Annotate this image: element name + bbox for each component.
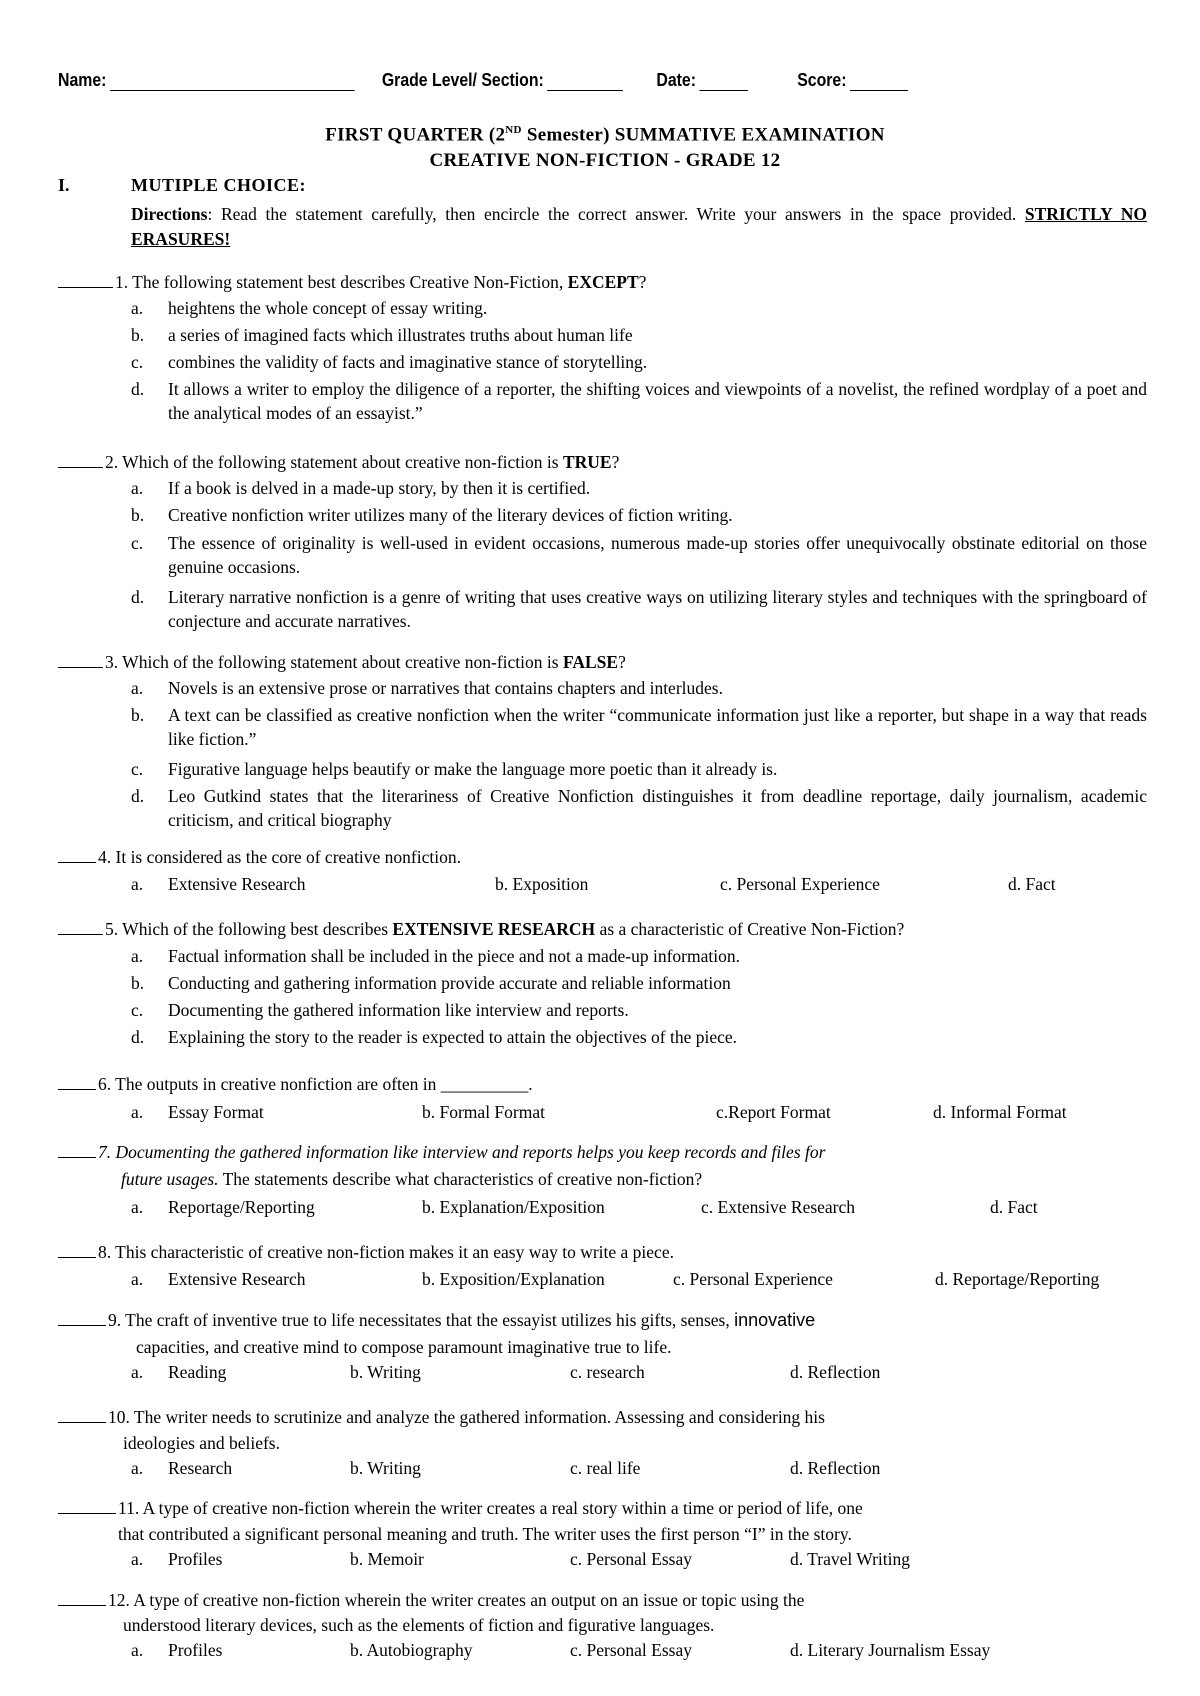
answer-blank[interactable]: [58, 450, 103, 468]
option[interactable]: d. Fact: [990, 1197, 1038, 1217]
question-6: 6. The outputs in creative nonfiction are often in __________.: [58, 1072, 533, 1096]
option[interactable]: c. Personal Experience: [673, 1269, 833, 1289]
option[interactable]: Reading: [168, 1362, 227, 1382]
student-info-header: [58, 70, 1026, 98]
score-blank[interactable]: [850, 70, 908, 91]
option[interactable]: c. Personal Essay: [570, 1640, 692, 1660]
option[interactable]: d. Reflection: [790, 1362, 881, 1382]
directions: Directions: Read the statement carefully, then encircle the correct answer. Write your answers in the space provided. STRICTLY NO ERASURES!: [131, 204, 1147, 249]
option[interactable]: d. Leo Gutkind states that the literariness of Creative Nonfiction distinguishes it from deadline reportage, daily journalism, academic criticism, and critical biography: [131, 786, 1147, 830]
exam-subtitle: CREATIVE NON-FICTION - GRADE 12: [429, 150, 781, 171]
option[interactable]: d. Reflection: [790, 1458, 881, 1478]
answer-blank[interactable]: [58, 1405, 106, 1423]
option[interactable]: d. Reportage/Reporting: [935, 1269, 1100, 1289]
answer-blank[interactable]: [58, 1308, 106, 1326]
option[interactable]: Research: [168, 1458, 233, 1478]
name-field[interactable]: [58, 70, 355, 91]
option[interactable]: c. real life: [570, 1458, 641, 1478]
option[interactable]: b. Formal Format: [422, 1102, 545, 1122]
question-4: 4. It is considered as the core of creative nonfiction.: [58, 845, 461, 869]
answer-blank[interactable]: [58, 917, 103, 935]
option[interactable]: c. Extensive Research: [701, 1197, 856, 1217]
score-field[interactable]: [797, 70, 908, 91]
question-10: 10. The writer needs to scrutinize and analyze the gathered information. Assessing and considering his: [58, 1405, 825, 1429]
date-label: Date:: [656, 70, 697, 90]
option[interactable]: c.Report Format: [716, 1102, 831, 1122]
question-12: 12. A type of creative non-fiction wherein the writer creates an output on an issue or topic using the: [58, 1588, 804, 1612]
option[interactable]: c. Personal Essay: [570, 1549, 692, 1569]
name-label: Name:: [58, 70, 107, 90]
option[interactable]: Reportage/Reporting: [168, 1197, 315, 1217]
question-2: 2. Which of the following statement about creative non-fiction is TRUE?: [58, 450, 619, 474]
answer-blank[interactable]: [58, 1140, 96, 1158]
answer-blank[interactable]: [58, 1588, 106, 1606]
question-12-continued: understood literary devices, such as the elements of fiction and figurative languages.: [123, 1615, 715, 1635]
option[interactable]: Essay Format: [168, 1102, 264, 1122]
option[interactable]: Extensive Research: [168, 874, 306, 894]
question-1: 1. The following statement best describes Creative Non-Fiction, EXCEPT?: [58, 270, 646, 294]
option-letter[interactable]: a.: [131, 1362, 144, 1382]
question-11-continued: that contributed a significant personal meaning and truth. The writer uses the first person “I” in the story.: [118, 1524, 852, 1544]
answer-blank[interactable]: [58, 1496, 116, 1514]
option[interactable]: b. Explanation/Exposition: [422, 1197, 605, 1217]
option[interactable]: d. Travel Writing: [790, 1549, 911, 1569]
option[interactable]: b. Autobiography: [350, 1640, 473, 1660]
question-3: 3. Which of the following statement about creative non-fiction is FALSE?: [58, 650, 626, 674]
option-letter[interactable]: a.: [131, 1102, 144, 1122]
question-9: 9. The craft of inventive true to life necessitates that the essayist utilizes his gifts, senses, innovative: [58, 1308, 815, 1332]
grade-section-blank[interactable]: [547, 70, 623, 91]
question-5: 5. Which of the following best describes EXTENSIVE RESEARCH as a characteristic of Creative Non-Fiction?: [58, 917, 904, 941]
question-11: 11. A type of creative non-fiction wherein the writer creates a real story within a time or period of life, one: [58, 1496, 863, 1520]
question-9-continued: capacities, and creative mind to compose paramount imaginative true to life.: [136, 1337, 672, 1357]
option[interactable]: Profiles: [168, 1549, 223, 1569]
option[interactable]: Extensive Research: [168, 1269, 306, 1289]
grade-section-field[interactable]: [382, 70, 623, 91]
option[interactable]: b. Exposition/Explanation: [422, 1269, 605, 1289]
option[interactable]: c. Personal Experience: [720, 874, 880, 894]
option-letter[interactable]: a.: [131, 1640, 144, 1660]
question-8: 8. This characteristic of creative non-fiction makes it an easy way to write a piece.: [58, 1240, 674, 1264]
option[interactable]: c. research: [570, 1362, 645, 1382]
option[interactable]: d. Literary narrative nonfiction is a genre of writing that uses creative ways on utilizing literary styles and techniques with the springboard of conjecture and accurate narratives.: [131, 587, 1147, 631]
answer-blank[interactable]: [58, 1240, 96, 1258]
answer-blank[interactable]: [58, 270, 113, 288]
section-number: I.: [58, 175, 70, 195]
answer-blank[interactable]: [58, 845, 96, 863]
question-7-continued: future usages. The statements describe what characteristics of creative non-fiction?: [121, 1169, 703, 1189]
option[interactable]: d. It allows a writer to employ the diligence of a reporter, the shifting voices and viewpoints of a novelist, the refined wordplay of a poet and the analytical modes of an essayist.”: [131, 379, 1147, 423]
option[interactable]: d. Fact: [1008, 874, 1056, 894]
date-field[interactable]: [656, 70, 748, 91]
option-letter[interactable]: a.: [131, 1458, 144, 1478]
option[interactable]: b. Writing: [350, 1362, 421, 1382]
option-letter[interactable]: a.: [131, 874, 144, 894]
date-blank[interactable]: [700, 70, 748, 91]
option-letter[interactable]: a.: [131, 1269, 144, 1289]
question-10-continued: ideologies and beliefs.: [123, 1433, 280, 1453]
answer-blank[interactable]: [58, 650, 103, 668]
question-7: 7. Documenting the gathered information like interview and reports helps you keep records and files for: [58, 1140, 825, 1164]
option[interactable]: b. Memoir: [350, 1549, 424, 1569]
option[interactable]: b. Exposition: [495, 874, 589, 894]
name-blank[interactable]: [110, 70, 355, 91]
exam-page: Name: Grade Level/ Section: Date: Score: FIRST QUARTER (2ND Semester) SUMMATIVE EXAMINATION CREATIVE NON-FICTION - GRADE 12 I. MUTIPLE CHOICE: Directions: Read the statement carefully, then encircle the correct answer. Write your answers in the space provided. STRICTLY NO ERASURES! 1. The following statement best describes Creative Non-Fiction, EXCEPT? a. heightens the whole concept of essay writing. b. a series of imagined facts which illustrates truths about human life c. combines the validity of facts and imaginative stance of storytelling. d. It allows a writer to employ the diligence of a reporter, the shifting voices and viewpoints of a novelist, the refined wordplay of a poet and the analytical modes of an essayist.” 2. Which of the following statement about creative non-fiction is TRUE? a. If a book is delved in a made-up story, by then it is certified. b. Creative nonfiction writer utilizes many of the literary devices of fiction writing. c. The essence of originality is well-used in evident occasions, numerous made-up stories offer unequivocally obstinate editorial on those genuine occasions. d. Literary narrative nonfiction is a genre of writing that uses creative ways on utilizing literary styles and techniques with the springboard of conjecture and accurate narratives. 3. Which of the following statement about creative non-fiction is FALSE? a. Novels is an extensive prose or narratives that contains chapters and interludes. b. A text can be classified as creative nonfiction when the writer “communicate information just like a reporter, but shape in a way that reads like fiction.” c. Figurative language helps beautify or make the language more poetic than it already is. d. Leo Gutkind states that the literariness of Creative Nonfiction distinguishes it from deadline reportage, daily journalism, academic criticism, and critical biography 4. It is considered as the core of creative nonfiction. a. Extensive Research b. Exposition c. Personal Experience d. Fact 5. Which of the following best describes EXTENSIVE RESEARCH as a characteristic of Creative Non-Fiction? a. Factual information shall be included in the piece and not a made-up information. b. Conducting and gathering information provide accurate and reliable information c. Documenting the gathered information like interview and reports. d. Explaining the story to the reader is expected to attain the objectives of the piece. 6. The outputs in creative nonfiction are often in __________. a. Essay Format b. Formal Format c.Report Format d. Informal Format 7. Documenting the gathered information like interview and reports helps you keep records and files for future usages. The statements describe what characteristics of creative non-fiction? a. Reportage/Reporting b. Explanation/Exposition c. Extensive Research d. Fact 8. This characteristic of creative non-fiction makes it an easy way to write a piece. a. Extensive Research b. Exposition/Explanation c. Personal Experience d. Reportage/Reporting 9. The craft of inventive true to life necessitates that the essayist utilizes his gifts, senses, innovative capacities, and creative mind to compose paramount imaginative true to life. a. Reading b. Writing c. research d. Reflection 10. The writer needs to scrutinize and analyze the gathered information. Assessing and considering his ideologies and beliefs. a. Research b. Writing c. real life d. Reflection 11. A type of creative non-fiction wherein the writer creates a real story within a time or period of life, one that contributed a significant personal meaning and truth. The writer uses the first person “I” in the story. a. Profiles b. Memoir c. Personal Essay d. Travel Writing 12. A type of creative non-fiction wherein the writer creates an output on an issue or topic using the understood literary devices, such as the elements of fiction and figurative languages. a. Profiles b. Autobiography c. Personal Essay d. Literary Journalism Essay: [0, 0, 1200, 1696]
answer-blank[interactable]: [58, 1072, 96, 1090]
option[interactable]: b. A text can be classified as creative nonfiction when the writer “communicate information just like a reporter, but shape in a way that reads like fiction.”: [131, 705, 1147, 749]
exam-title: FIRST QUARTER (2ND Semester) SUMMATIVE EXAMINATION: [325, 124, 885, 146]
option-letter[interactable]: a.: [131, 1549, 144, 1569]
option-letter[interactable]: a.: [131, 1197, 144, 1217]
option[interactable]: c. The essence of originality is well-used in evident occasions, numerous made-up stories offer unequivocally obstinate editorial on those genuine occasions.: [131, 533, 1147, 577]
option[interactable]: Profiles: [168, 1640, 223, 1660]
grade-section-label: Grade Level/ Section:: [381, 70, 544, 90]
option[interactable]: d. Informal Format: [933, 1102, 1067, 1122]
option[interactable]: b. Writing: [350, 1458, 421, 1478]
score-label: Score:: [797, 70, 847, 90]
option[interactable]: d. Literary Journalism Essay: [790, 1640, 991, 1660]
section-title: MUTIPLE CHOICE:: [131, 175, 307, 195]
